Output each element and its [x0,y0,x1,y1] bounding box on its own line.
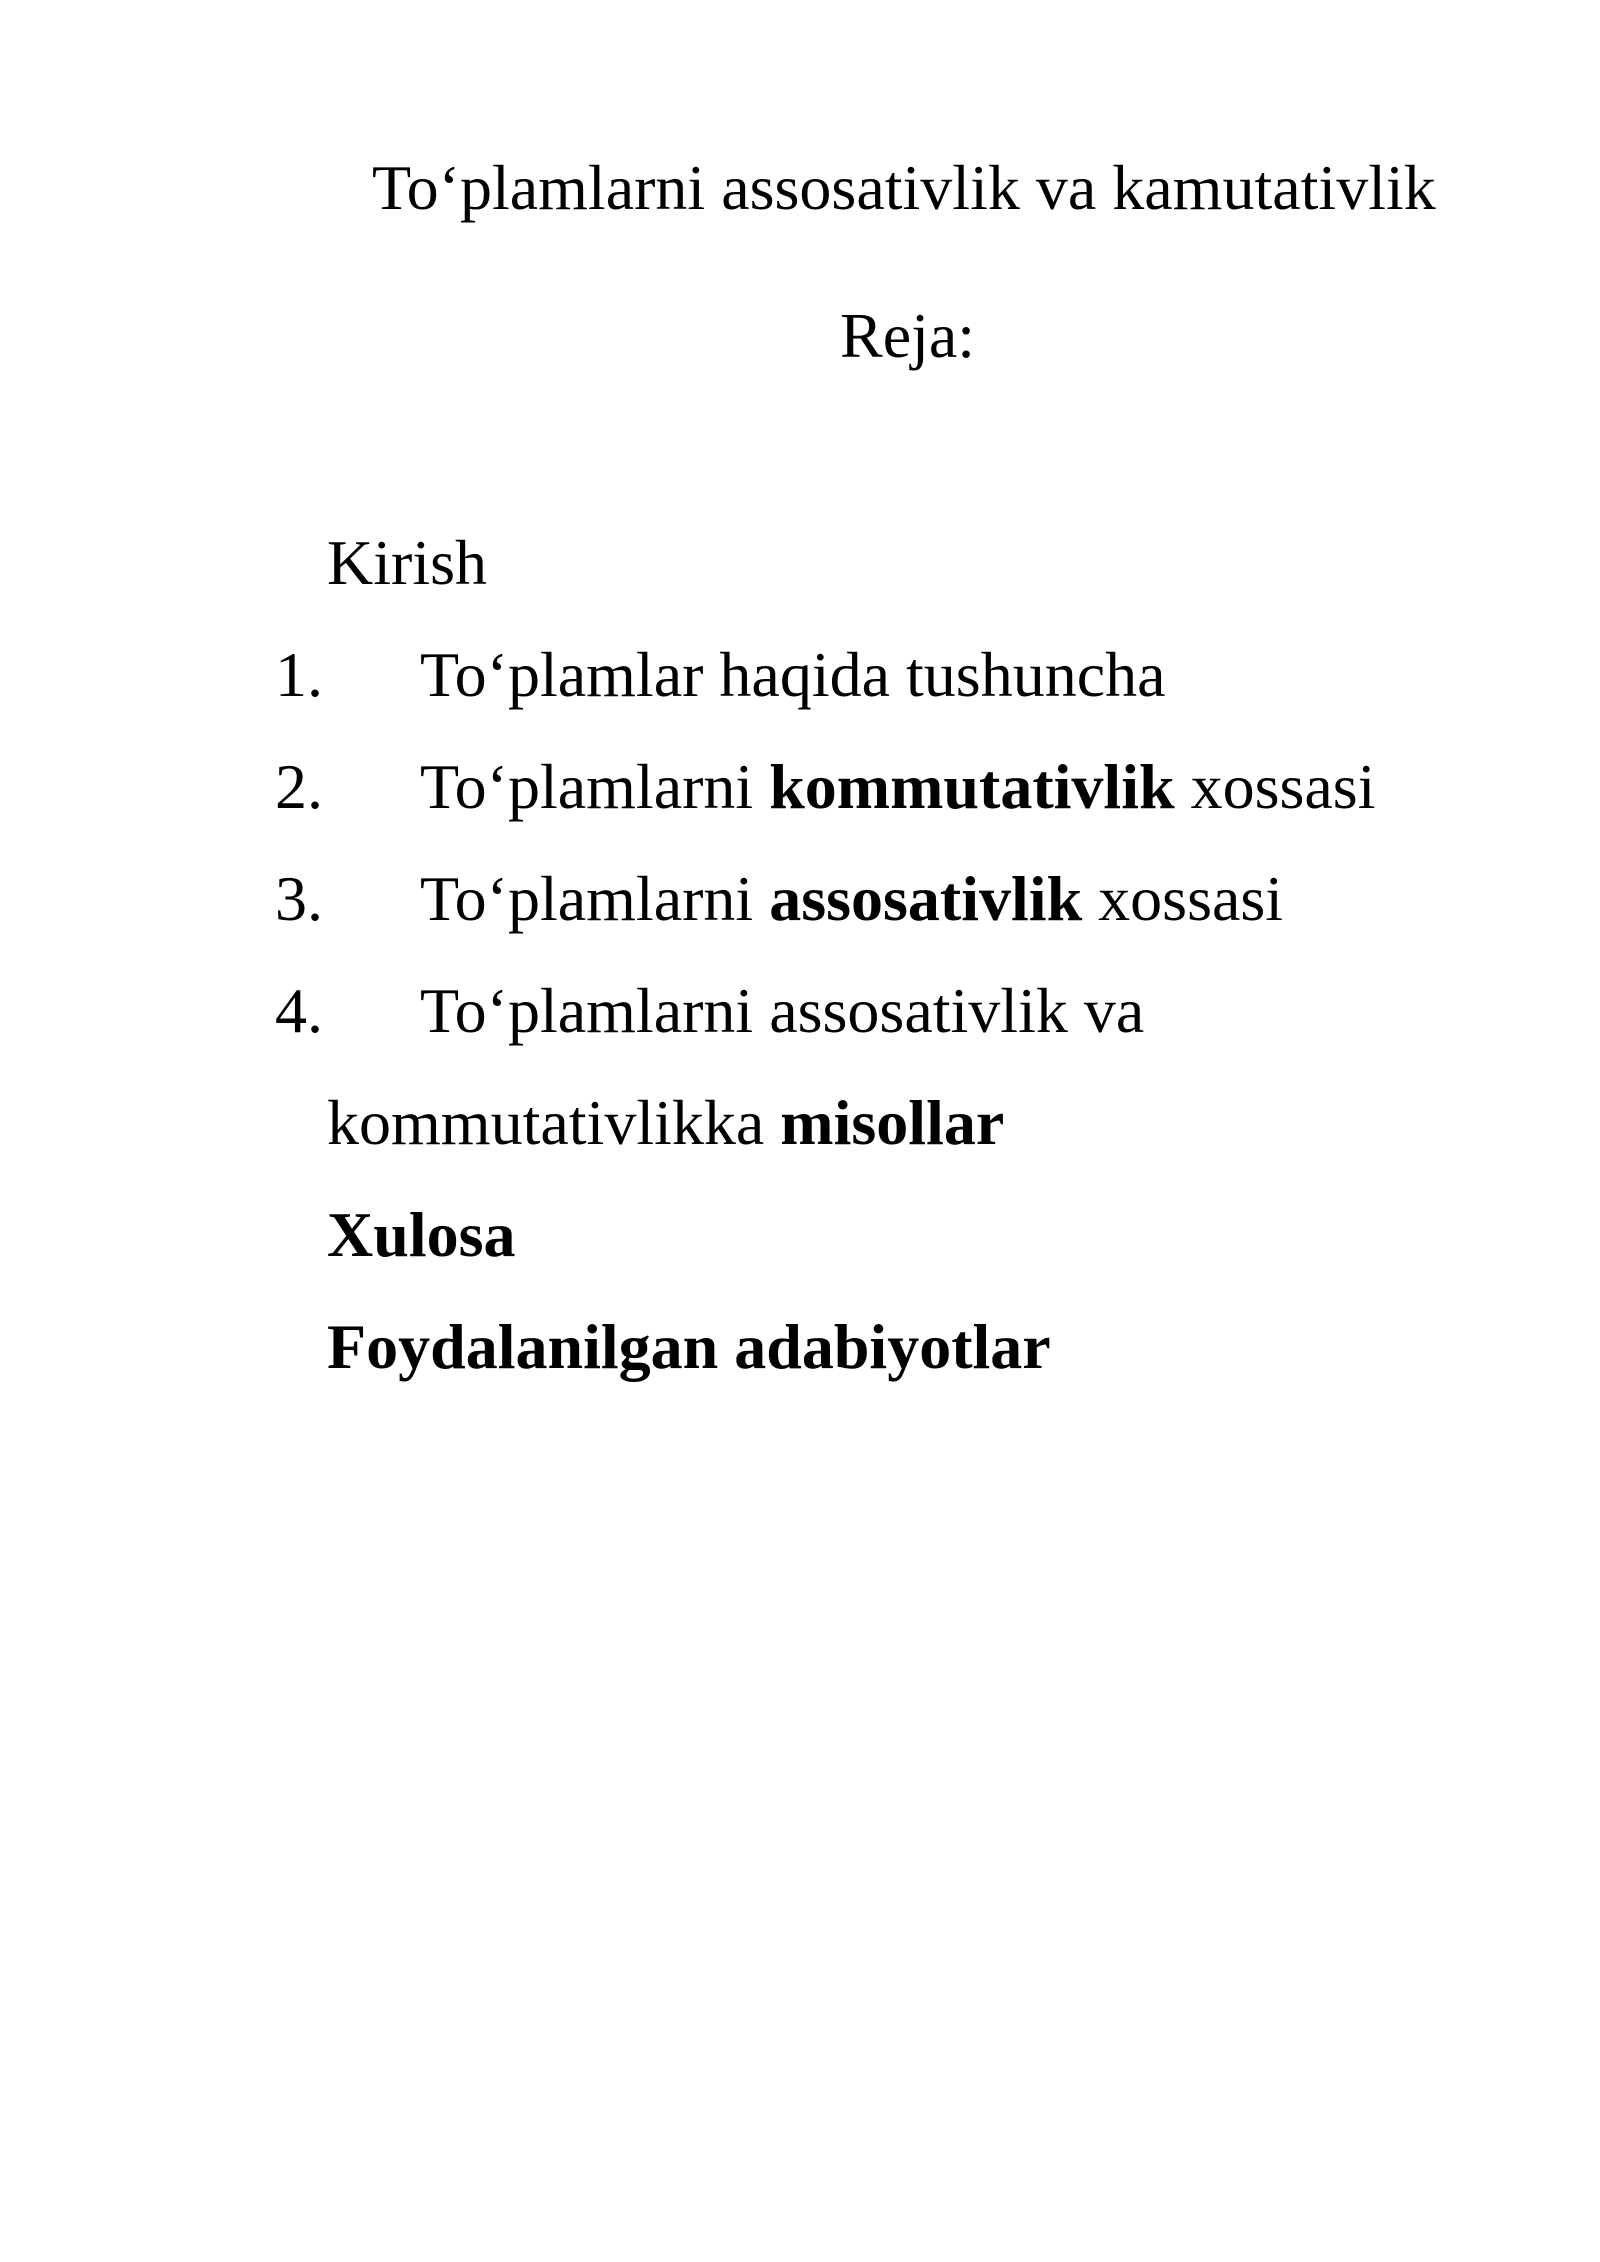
list-item-text [420,859,1283,939]
list-item-number: 3. [275,863,323,934]
list-item-number: 4. [275,975,323,1046]
list-item-text-part: xossasi [1082,863,1284,934]
list-item-text-part: To‘plamlarni [420,863,770,934]
list-item-text-part: To‘plamlarni [420,751,770,822]
list-item-text: To‘plamlar haqida tushuncha [420,639,1166,710]
list-item-text-bold: kommutativlik [769,751,1175,822]
intro-item: Kirish [327,527,487,598]
document-title: To‘plamlarni assosativlik va kamutativlik [372,152,1436,223]
list-item-text-bold: assosativlik [769,863,1083,934]
list-item-number: 2. [275,751,323,822]
list-item-number: 1. [275,639,323,710]
list-item-text-bold: misollar [780,1087,1005,1158]
list-item-text-part: xossasi [1174,751,1376,822]
list-item-text-continuation [327,1083,1004,1163]
references-item: Foydalanilgan adabiyotlar [327,1311,1051,1382]
list-item-text [420,747,1375,827]
list-item-text-part: kommutativlikka [327,1087,781,1158]
conclusion-item: Xulosa [327,1199,516,1270]
list-item-text: To‘plamlarni assosativlik va [420,975,1145,1046]
plan-heading: Reja: [840,300,976,371]
